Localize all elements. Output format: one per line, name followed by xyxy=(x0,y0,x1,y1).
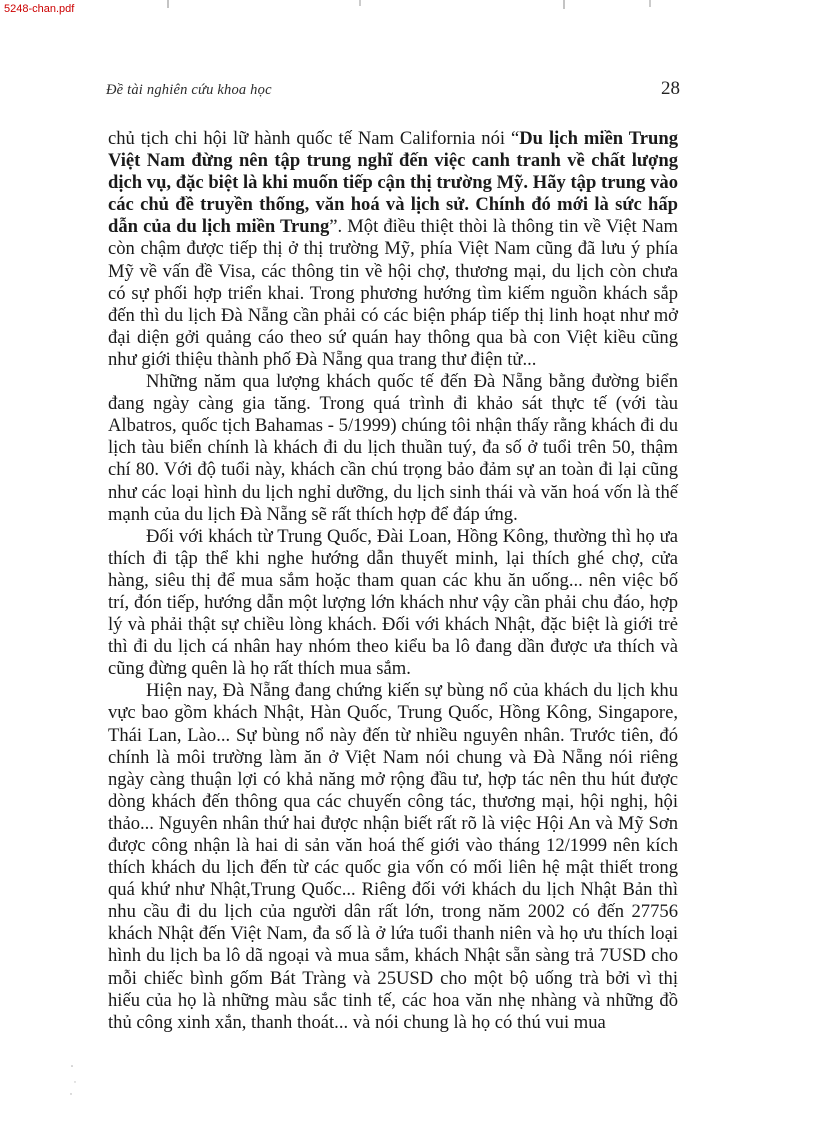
paragraph-3: Đối với khách từ Trung Quốc, Đài Loan, Hồng Kông, thường thì họ ưa thích đi tập thể khi nghe hướng dẫn thuyết minh, lại thích ghé chợ, cửa hàng, siêu thị để mua sắm hoặc tham quan các khu ăn uống... nên việc bố trí, đón tiếp, hướng dẫn một lượng lớn khách như vậy cần phải chu đáo, hợp lý và phải thật sự chiều lòng khách. Đối với khách Nhật, đặc biệt là giới trẻ thì đi du lịch cá nhân hay nhóm theo kiểu ba lô đang dần được ưa thích và cũng đừng quên là họ rất thích mua sắm. xyxy=(108,525,678,680)
scan-specks xyxy=(66,1060,86,1100)
body-text xyxy=(108,128,678,1034)
page-number: 28 xyxy=(661,78,680,99)
running-title: Đề tài nghiên cứu khoa học xyxy=(106,82,272,98)
paragraph-1-lead: chủ tịch chi hội lữ hành quốc tế Nam California nói “ xyxy=(108,128,520,149)
file-name-label: 5248-chan.pdf xyxy=(4,3,75,15)
running-header xyxy=(106,78,684,104)
paragraph-2: Những năm qua lượng khách quốc tế đến Đà Nẵng bằng đường biển đang ngày càng gia tăng. Trong quá trình đi khảo sát thực tế (với tàu Albatros, quốc tịch Bahamas - 5/1999) chúng tôi nhận thấy rằng khách đi du lịch tàu biển chính là khách đi du lịch thuần tuý, đa số ở tuổi trên 50, thậm chí 80. Với độ tuổi này, khách cần chú trọng bảo đảm sự an toàn đi lại cũng như các loại hình du lịch nghỉ dưỡng, du lịch sinh thái và văn hoá vốn là thế mạnh của du lịch Đà Nẵng sẽ rất thích hợp để đáp ứng. xyxy=(108,371,678,525)
paragraph-1-rest: ”. Một điều thiệt thòi là thông tin về Việt Nam còn chậm được tiếp thị ở thị trường Mỹ, phía Việt Nam cũng đã lưu ý phía Mỹ về vấn đề Visa, các thông tin về hội chợ, thương mại, du lịch còn chưa có sự phối hợp triển khai. Trong phương hướng tìm kiếm nguồn khách sắp đến thì du lịch Đà Nẵng cần phải có các biện pháp tiếp thị linh hoạt như mở đại diện gởi quảng cáo theo sứ quán hay thông qua bà con Việt kiều cũng như giới thiệu thành phố Đà Nẵng qua trang thư điện tử... xyxy=(108,216,678,370)
paragraph-1 xyxy=(108,128,678,371)
scan-edge-marks xyxy=(0,0,816,20)
quoted-statement: Du lịch miền Trung Việt Nam đừng nên tập trung nghĩ đến việc canh tranh về chất lượng dịch vụ, đặc biệt là khi muốn tiếp cận thị trường Mỹ. Hãy tập trung vào các chủ đề truyền thống, văn hoá và lịch sử. Chính đó mới là sức hấp dẫn của du lịch miền Trung xyxy=(108,128,678,238)
paragraph-4: Hiện nay, Đà Nẵng đang chứng kiến sự bùng nổ của khách du lịch khu vực bao gồm khách Nhật, Hàn Quốc, Trung Quốc, Hồng Kông, Singapore, Thái Lan, Lào... Sự bùng nổ này đến từ nhiều nguyên nhân. Trước tiên, đó chính là môi trường làm ăn ở Việt Nam nói chung và Đà Nẵng nói riêng ngày càng thuận lợi có khả năng mở rộng đầu tư, hợp tác nên thu hút được dòng khách đến thông qua các chuyến công tác, thương mại, hội nghị, hội thảo... Nguyên nhân thứ hai được nhận biết rất rõ là việc Hội An và Mỹ Sơn được công nhận là hai di sản văn hoá thế giới vào tháng 12/1999 nên kích thích khách du lịch đến từ các quốc gia vốn có mối liên hệ mật thiết trong quá khứ như Nhật,Trung Quốc... Riêng đối với khách du lịch Nhật Bản thì nhu cầu đi du lịch của người dân rất lớn, trong năm 2002 có đến 27756 khách Nhật đến Việt Nam, đa số là ở lứa tuổi thanh niên và họ ưu thích loại hình du lịch ba lô dã ngoại và mua sắm, khách Nhật sẵn sàng trả 7USD cho mỗi chiếc bình gốm Bát Tràng và 25USD cho một bộ uống trà bởi vì thị hiếu của họ là những màu sắc tinh tế, các hoa văn nhẹ nhàng và những đồ thủ công xinh xắn, thanh thoát... và nói chung là họ có thú vui mua xyxy=(108,680,678,1033)
